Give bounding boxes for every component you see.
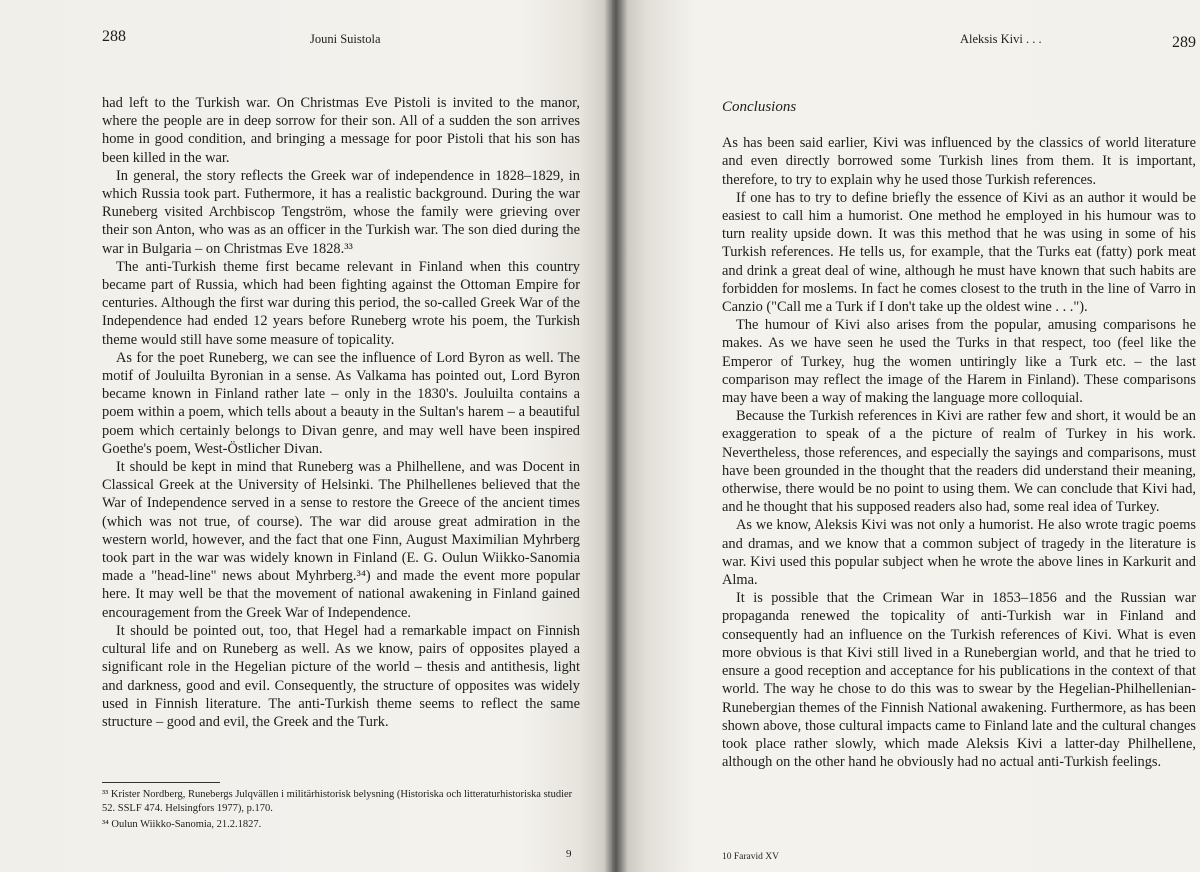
left-paragraph: In general, the story reflects the Greek war of independence in 1828–1829, in which Russia took part. Futhermore, it has a realistic background. During the war Runeberg visited Archbiscop Tengström, whose the family were grieving over their son Anton, who was as an officer in the Turkish war. The son died during the war in Bulgaria – on Christmas Eve 1828.³³ bbox=[102, 167, 580, 257]
left-paragraph: It should be pointed out, too, that Hegel had a remarkable impact on Finnish cultural life and on Runeberg as well. As we know, pairs of opposites played a significant role in the Hegelian picture of the world – thesis and antithesis, light and darkness, good and evil. Consequently, the structure of opposites was widely used in Finnish literature. The anti-Turkish theme seems to reflect the same structure – good and evil, the Greek and the Turk. bbox=[102, 622, 580, 730]
right-body-text bbox=[722, 98, 1196, 771]
left-running-header bbox=[102, 28, 580, 50]
footnote: ³⁴ Oulun Wiikko-Sanomia, 21.2.1827. bbox=[102, 819, 262, 830]
right-running-head: Aleksis Kivi . . . bbox=[960, 32, 1042, 46]
right-paragraph: It is possible that the Crimean War in 1853–1856 and the Russian war propaganda renewed the topicality of anti-Turkish war in Finland and consequently had an influence on the Turkish references of Kivi. What is even more obvious is that Kivi still lived in a Runebergian world, and that he tried to ensure a good reception and acceptance for his publications in the context of that world. The way he chose to do this was to swear by the Hegelian-Philhellenian-Runebergian themes of the Finnish National awakening. Furthermore, as has been shown above, those cultural impacts came to Finland late and the cultural changes took place rather slowly, which made Aleksis Kivi a latter-day Philhellene, although on the other hand he obviously had no actual anti-Turkish feelings. bbox=[722, 590, 1196, 771]
footnotes bbox=[102, 788, 580, 835]
footnote: ³³ Krister Nordberg, Runebergs Julqvällen i militärhistorisk belysning (Historiska och litteraturhistoriska studier 52. SSLF 474. Helsingfors 1977), p.170. bbox=[102, 789, 573, 814]
left-paragraph: had left to the Turkish war. On Christmas Eve Pistoli is invited to the manor, where the people are in deep sorrow for their son. All of a sudden the son arrives home in good condition, and bringing a message for poor Pistoli that his son has been killed in the war. bbox=[102, 95, 580, 166]
footnote-divider bbox=[102, 782, 220, 783]
right-running-header bbox=[710, 32, 1196, 54]
left-paragraph: As for the poet Runeberg, we can see the influence of Lord Byron as well. The motif of Jouluilta Byronian in a sense. As Valkama has pointed out, Lord Byron became known in Finland rather late – only in the 1830's. Jouluilta contains a poem within a poem, which tells about a beauty in the Sultan's harem – a beautiful poem which certainly belongs to Divan genre, and may well have been inspired Goethe's poem, West-Östlicher Divan. bbox=[102, 349, 580, 457]
right-paragraph: The humour of Kivi also arises from the popular, amusing comparisons he makes. As we have seen he used the Turks in that respect, too (feel like the Emperor of Turkey, hug the women untiringly like a Turk etc. – the last comparison may reflect the image of the Harem in Finland). These comparisons may have been a way of making the language more colloquial. bbox=[722, 317, 1196, 407]
left-body-text bbox=[102, 94, 580, 731]
right-paragraph: As has been said earlier, Kivi was influenced by the classics of world literature and even directly borrowed some Turkish lines from them. It is important, therefore, to try to explain why he used those Turkish references. bbox=[722, 135, 1196, 188]
right-page bbox=[612, 0, 1200, 872]
left-folio: 9 bbox=[566, 848, 572, 860]
left-page-number: 288 bbox=[102, 28, 126, 45]
right-paragraph: If one has to try to define briefly the essence of Kivi as an author it would be easiest to call him a humorist. One method he employed in his humour was to turn reality upside down. It was this method that he was using in some of his Turkish references. He tells us, for example, that the Turks eat (fatty) pork meat and drink a great deal of wine, although he must have known that such habits are forbidden for moslems. In fact he comes closest to the truth in the line of Varro in Canzio ("Call me a Turk if I don't take up the oldest wine . . ."). bbox=[722, 189, 1196, 316]
section-heading: Conclusions bbox=[722, 99, 797, 115]
left-running-head: Jouni Suistola bbox=[310, 32, 381, 46]
left-paragraph: It should be kept in mind that Runeberg was a Philhellene, and was Docent in Classical Greek at the University of Helsinki. The Philhellenes believed that the War of Independence served in a sense to restore the Greece of the ancient times (which was not true, of course). The war did arouse great admiration in the western world, however, and the fact that one Finn, August Maximilian Myhrberg took part in the war was widely known in Finland (E. G. Oulun Wiikko-Sanomia made a "head-line" news about Myhrberg.³⁴) and made the event more popular here. It may well be that the movement of national awakening in Finland gained encouragement from the Greek War of Independence. bbox=[102, 459, 580, 621]
right-folio: 10 Faravid XV bbox=[722, 852, 779, 862]
right-page-number: 289 bbox=[1172, 34, 1196, 51]
right-paragraph: As we know, Aleksis Kivi was not only a humorist. He also wrote tragic poems and dramas, and we know that a common subject of tragedy in the literature is war. Kivi used this popular subject when he wrote the above lines in Karkurit and Alma. bbox=[722, 517, 1196, 589]
right-paragraph: Because the Turkish references in Kivi are rather few and short, it would be an exaggeration to speak of a the picture of realm of Turkey in his work. Nevertheless, those references, and especially the sayings and comparisons, must have been grounded in the thought that the readers did understand their meaning, otherwise, there would be no point to using them. We can conclude that Kivi had, and he thought that his supposed readers also had, some real idea of Turkey. bbox=[722, 408, 1196, 516]
left-paragraph: The anti-Turkish theme first became relevant in Finland when this country became part of Russia, which had been fighting against the Ottoman Empire for centuries. Although the first war during this period, the so-called Greek War of the Independence had ended 12 years before Runeberg wrote his poem, the Turkish theme would still have some measure of topicality. bbox=[102, 258, 580, 348]
